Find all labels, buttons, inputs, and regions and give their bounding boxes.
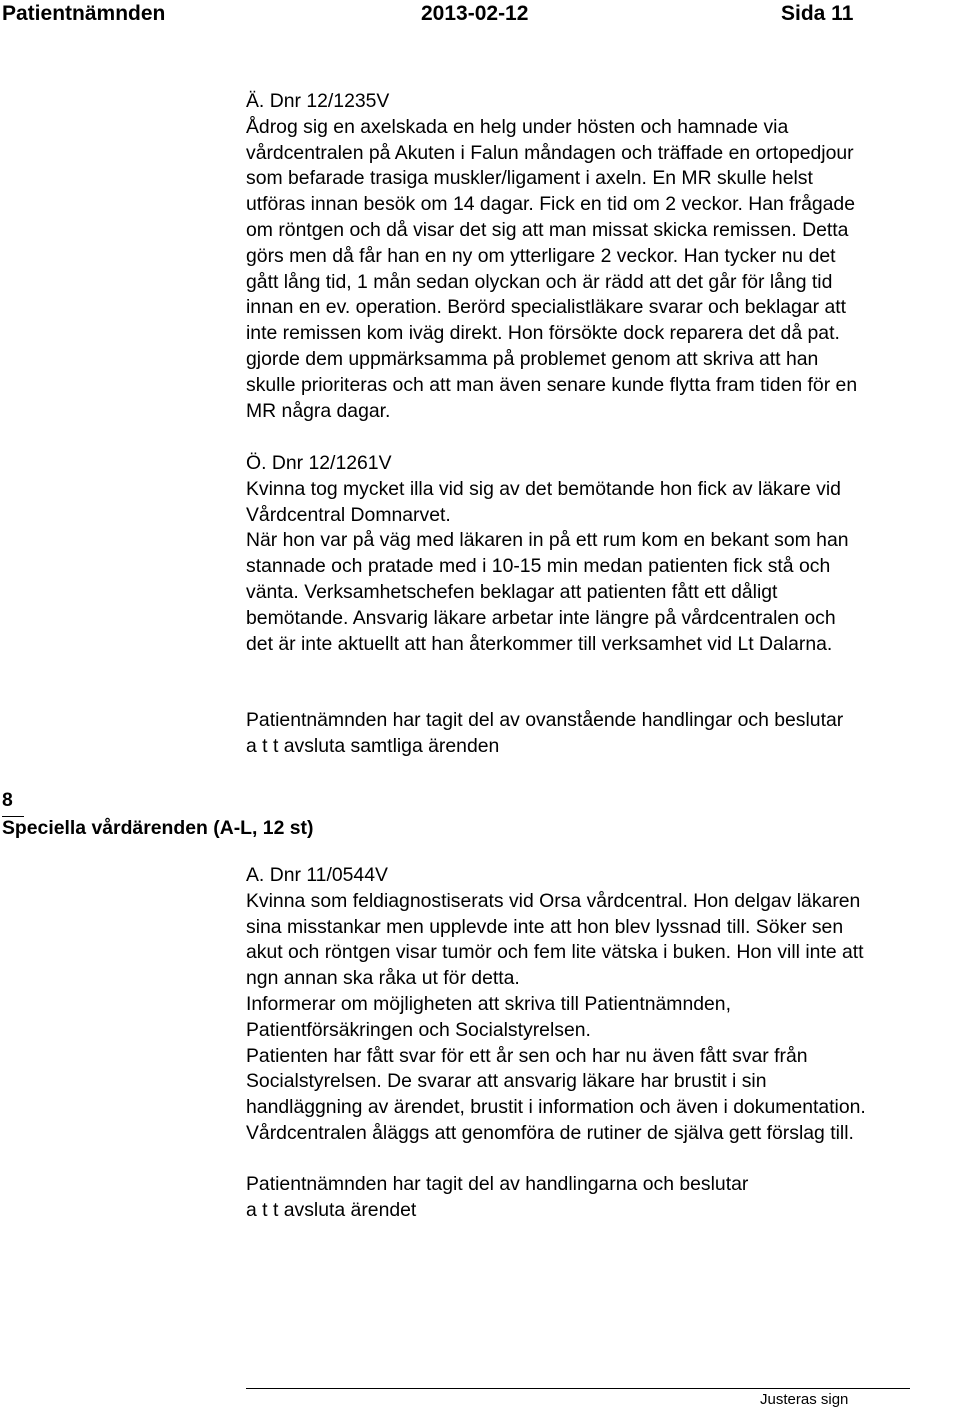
- header-date: 2013-02-12: [421, 2, 529, 25]
- case-oe-line: vänta. Verksamhetschefen beklagar att patienten fått ett dåligt: [246, 580, 778, 603]
- case-oe: [246, 451, 849, 657]
- case-ae-line: innan en ev. operation. Berörd specialistläkare svarar och beklagar att: [246, 296, 847, 319]
- case-ae-line: inte remissen kom iväg direkt. Hon försökte dock reparera det då pat.: [246, 322, 840, 345]
- case-ae-line: gjorde dem uppmärksamma på problemet genom att skriva att han: [246, 347, 819, 370]
- decision-line: Patientnämnden har tagit del av ovanstående handlingar och beslutar: [246, 709, 844, 731]
- case-a-line: Vårdcentralen åläggs att genomföra de rutiner de själva gett förslag till.: [246, 1121, 854, 1144]
- case-oe-line: När hon var på väg med läkaren in på ett rum kom en bekant som han: [246, 529, 849, 552]
- section-title: Speciella vårdärenden (A-L, 12 st): [2, 817, 314, 839]
- case-ae-line: gått lång tid, 1 mån sedan olyckan och är rädd att det går för lång tid: [246, 270, 833, 293]
- case-ae-line: som befarade trasiga muskler/ligament i axeln. En MR skulle helst: [246, 167, 813, 190]
- case-a-line: Socialstyrelsen. De svarar att ansvarig läkare har brustit i sin: [246, 1070, 767, 1093]
- case-ae-line: utföras innan besök om 14 dagar. Fick en tid om 2 veckor. Han frågade: [246, 193, 855, 216]
- case-oe-line: Kvinna tog mycket illa vid sig av det bemötande hon fick av läkare vid: [246, 477, 841, 500]
- decision-2: [246, 1172, 748, 1224]
- case-ae: [246, 89, 857, 424]
- decision-1: [246, 708, 843, 760]
- case-a-line: Informerar om möjligheten att skriva till Patientnämnden,: [246, 992, 731, 1015]
- case-ae-line: Ä. Dnr 12/1235V: [246, 90, 390, 112]
- case-ae-line: görs men då får han en ny om ytterligare 2 veckor. Han tycker nu det: [246, 244, 836, 267]
- case-ae-line: om röntgen och då visar det sig att man missat skicka remissen. Detta: [246, 218, 849, 241]
- signature-line: [246, 1388, 910, 1389]
- case-ae-line: Ådrog sig en axelskada en helg under hösten och hamnade via: [246, 115, 789, 138]
- case-a-line: akut och röntgen visar tumör och fem lite vätska i buken. Hon vill inte att: [246, 941, 864, 964]
- case-oe-line: Ö. Dnr 12/1261V: [246, 452, 392, 474]
- case-a-line: ngn annan ska råka ut för detta.: [246, 967, 520, 990]
- page-header: [0, 0, 960, 30]
- header-organization: Patientnämnden: [2, 2, 166, 25]
- case-a-line: Patienten har fått svar för ett år sen och har nu även fått svar från: [246, 1044, 808, 1067]
- case-ae-line: MR några dagar.: [246, 399, 391, 422]
- case-a-line: sina misstankar men upplevde inte att hon blev lyssnad till. Söker sen: [246, 915, 844, 938]
- case-ae-line: vårdcentralen på Akuten i Falun måndagen och träffade en ortopedjour: [246, 141, 854, 164]
- case-oe-line: Vårdcentral Domnarvet.: [246, 503, 451, 526]
- case-a-line: Patientförsäkringen och Socialstyrelsen.: [246, 1018, 591, 1041]
- decision-line: a t t avsluta ärendet: [246, 1198, 417, 1221]
- section-heading: [2, 786, 313, 842]
- case-a-line: Kvinna som feldiagnostiserats vid Orsa vårdcentral. Hon delgav läkaren: [246, 889, 861, 912]
- signature-label: Justeras sign: [760, 1391, 849, 1408]
- case-oe-line: det är inte aktuellt att han återkommer till verksamhet vid Lt Dalarna.: [246, 632, 833, 655]
- case-a-line: handläggning av ärendet, brustit i information och även i dokumentation.: [246, 1096, 866, 1119]
- section-number: 8: [2, 789, 13, 811]
- case-a: [246, 863, 866, 1147]
- case-a-line: A. Dnr 11/0544V: [246, 864, 388, 886]
- case-oe-line: stannade och pratade med i 10-15 min medan patienten fick stå och: [246, 555, 831, 578]
- decision-line: Patientnämnden har tagit del av handlingarna och beslutar: [246, 1173, 749, 1195]
- decision-line: a t t avsluta samtliga ärenden: [246, 734, 500, 757]
- header-page-number: Sida 11: [781, 2, 854, 25]
- section-number-underline: [2, 816, 24, 817]
- case-ae-line: skulle prioriteras och att man även senare kunde flytta fram tiden för en: [246, 373, 858, 396]
- case-oe-line: bemötande. Ansvarig läkare arbetar inte längre på vårdcentralen och: [246, 606, 836, 629]
